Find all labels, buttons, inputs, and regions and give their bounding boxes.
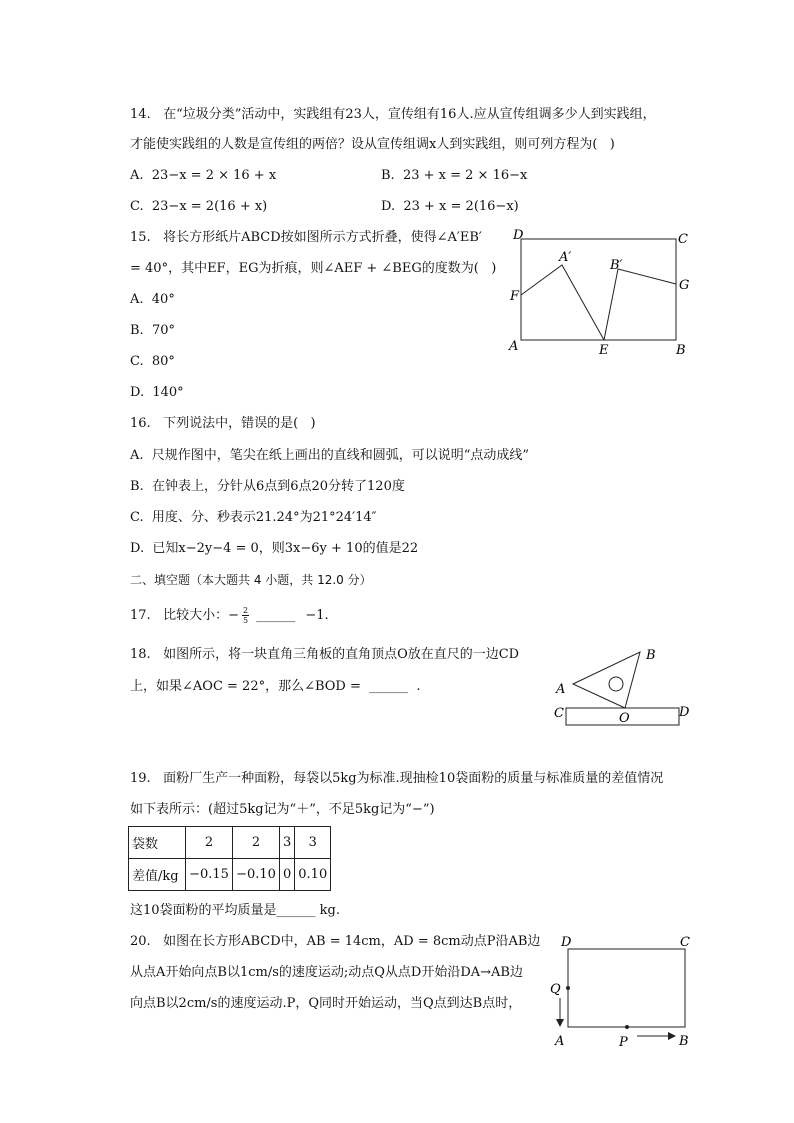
q17-frac-num: 2 <box>242 606 249 615</box>
q18-line2: 上，如果∠AOC = 22°，那么∠BOD = ______ . <box>130 679 421 694</box>
label-c: C <box>680 935 690 950</box>
q16-line1: 16. 下列说法中，错误的是( ) <box>130 416 316 431</box>
q19-table <box>128 826 331 891</box>
triangle-plate <box>573 652 640 708</box>
table-cell: 0.10 <box>295 859 331 891</box>
label-d: D <box>679 705 690 720</box>
q16-option-b: B. 在钟表上，分针从6点到6点20分转了120度 <box>130 479 405 494</box>
q19-line3: 这10袋面粉的平均质量是______ kg. <box>130 903 341 918</box>
q17-suffix: −1. <box>305 608 329 623</box>
label-q: Q <box>550 982 561 997</box>
table-row <box>129 859 331 891</box>
q19-line1: 19. 面粉厂生产一种面粉，每袋以5kg为标准.现抽检10袋面粉的质量与标准质量的差值情况 <box>130 771 664 786</box>
q15-option-d: D. 140° <box>130 385 184 400</box>
label-c: C <box>554 706 564 721</box>
label-b: B <box>646 648 656 663</box>
q15-figure <box>500 224 700 360</box>
label-p: P <box>619 1035 628 1050</box>
q15-option-c: C. 80° <box>130 354 175 369</box>
q16-option-c: C. 用度、分、秒表示21.24°为21°24′14″ <box>130 510 377 525</box>
point-p <box>625 1025 629 1029</box>
q16-option-a: A. 尺规作图中，笔尖在纸上画出的直线和圆弧，可以说明“点动成线” <box>130 448 530 463</box>
q20-line1: 20. 如图在长方形ABCD中，AB = 14cm，AD = 8cm动点P沿AB边 <box>130 934 541 949</box>
table-cell: 2 <box>186 827 233 859</box>
label-b-prime: B′ <box>610 258 623 273</box>
label-b: B <box>676 343 686 358</box>
label-a: A <box>509 339 519 354</box>
table-cell: −0.10 <box>233 859 280 891</box>
q15-line1: 15. 将长方形纸片ABCD按如图所示方式折叠，使得∠A′EB′ <box>130 230 482 245</box>
q14-option-b: B. 23 + x = 2 × 16−x <box>381 168 528 183</box>
label-a: A <box>556 682 566 697</box>
rectangle-abcd <box>568 949 685 1027</box>
label-a-prime: A′ <box>559 250 572 265</box>
q16-option-d: D. 已知x−2y−4 = 0，则3x−6y + 10的值是22 <box>130 541 419 556</box>
label-e: E <box>599 343 609 358</box>
q14-line2: 才能使实践组的人数是宣传组的两倍？设从宣传组调x人到实践组，则可列方程为( ) <box>130 137 615 152</box>
label-f: F <box>510 289 520 304</box>
label-d: D <box>513 228 524 243</box>
q14-option-d: D. 23 + x = 2(16−x) <box>381 199 519 214</box>
q17-line <box>130 606 329 625</box>
q19-line2: 如下表所示：(超过5kg记为“＋”，不足5kg记为“−”) <box>130 802 435 817</box>
table-cell: 3 <box>280 827 295 859</box>
q15-line2: = 40°，其中EF，EG为折痕，则∠AEF + ∠BEG的度数为( ) <box>130 261 497 276</box>
label-b: B <box>679 1034 689 1049</box>
table-header-cell: 袋数 <box>129 827 186 859</box>
q14-option-a: A. 23−x = 2 × 16 + x <box>130 168 277 183</box>
table-header-cell: 差值/kg <box>129 859 186 891</box>
fold-right <box>604 269 676 340</box>
section-heading: 二、填空题（本大题共 4 小题，共 12.0 分） <box>130 573 372 587</box>
q17-prefix: 17. 比较大小：− <box>130 608 239 623</box>
q20-line2: 从点A开始向点B以1cm/s的速度运动;动点Q从点D开始沿DA→AB边 <box>130 965 523 980</box>
q20-line3: 向点B以2cm/s的速度运动.P，Q同时开始运动，当Q点到达B点时， <box>130 996 522 1011</box>
table-cell: 2 <box>233 827 280 859</box>
fold-left <box>521 265 604 340</box>
q17-blank: ______ <box>256 608 296 623</box>
q14-line1: 14. 在“垃圾分类”活动中，实践组有23人，宣传组有16人.应从宣传组调多少人到实践组， <box>130 107 656 122</box>
table-cell: −0.15 <box>186 859 233 891</box>
table-cell: 3 <box>295 827 331 859</box>
label-g: G <box>679 278 690 293</box>
q18-figure <box>548 640 698 730</box>
label-a: A <box>555 1034 565 1049</box>
table-cell: 0 <box>280 859 295 891</box>
label-c: C <box>678 232 688 247</box>
label-d: D <box>561 935 572 950</box>
q18-line1: 18. 如图所示，将一块直角三角板的直角顶点O放在直尺的一边CD <box>130 647 520 662</box>
point-q <box>566 986 570 990</box>
q15-option-a: A. 40° <box>130 292 175 307</box>
rectangle-abcd <box>521 239 676 340</box>
label-o: O <box>619 711 630 726</box>
q15-option-b: B. 70° <box>130 323 175 338</box>
table-row <box>129 827 331 859</box>
q17-frac-den: 5 <box>242 616 249 625</box>
triangle-hole <box>609 677 623 691</box>
q14-option-c: C. 23−x = 2(16 + x) <box>130 199 268 214</box>
q20-figure <box>545 932 705 1052</box>
